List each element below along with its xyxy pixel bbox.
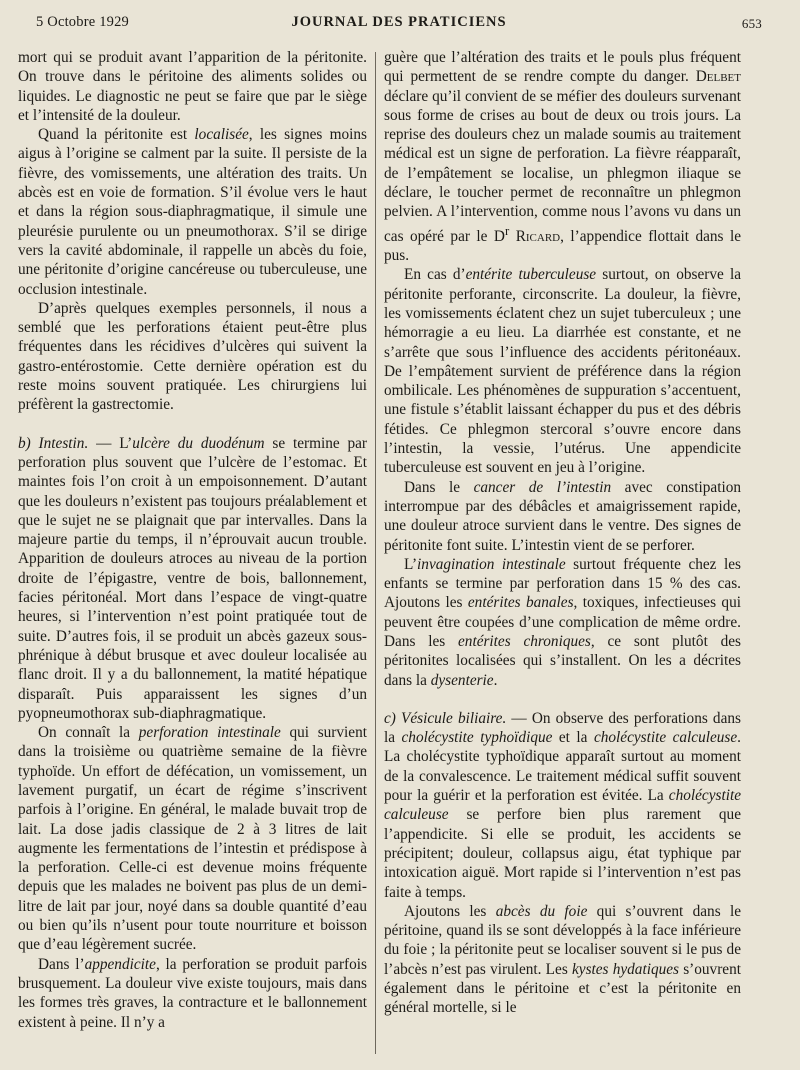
section-paragraph-intestin: b) Intestin. — L’ulcère du duodénum se termine par perforation plus souvent que l’ulcère de l’estomac. Et maintes fois l’on croit à un empoisonnement. D’autant que les douleurs n’existent pas toujours préalablement et que le sujet ne se plaignait que par intervalles. Dans la majeure partie du temps, il n’éprouvait aucun trouble. Apparition de douleurs atroces au niveau de la portion droite de l’épigastre, ventre de bois, ballonnement, facies péritonéal. Mort dans l’espace de vingt-quatre heures, si l’intervention n’est point pratiquée tout de suite. D’autres fois, il se produit un abcès gazeux sous-phrénique à début brusque et avec douleur localisée au flanc droit. Il y a du ballonnement, la matité hépatique disparaît. Puis apparaissent les signes d’un pyopneumothorax sub-diaphragmatique.	[18, 434, 367, 722]
paragraph: L’invagination intestinale surtout fréquente chez les enfants se termine par perforation dans 15 % des cas. Ajoutons les entérites banales, toxiques, infectieuses qui peuvent être coupées d’une complication de même ordre. Dans les entérites chroniques, ce sont plutôt des péritonites localisées qui s’installent. On les a décrites dans la dysenterie.	[384, 555, 741, 689]
left-column	[18, 48, 367, 1060]
paragraph: Ajoutons les abcès du foie qui s’ouvrent dans le péritoine, quand ils se sont développés à la face inférieure du foie ; la péritonite peut se localiser souvent si le pus de l’abcès n’est pas virulent. Les kystes hydatiques s’ouvrent également dans le péritoine et c’est la péritonite en général mortelle, si le	[384, 902, 741, 1017]
right-column	[384, 48, 741, 1060]
header-date: 5 Octobre 1929	[36, 14, 130, 30]
page-number: 653	[741, 16, 762, 31]
column-divider	[375, 52, 376, 1054]
section-heading: c) Vésicule biliaire.	[384, 709, 507, 727]
paragraph: guère que l’altération des traits et le pouls plus fréquent qui permettent de se rendre compte du danger. Delbet déclare qu’il convient de se méfier des douleurs survenant sous forme de crises au bout de deux ou trois jours. La reprise des douleurs chez un malade soumis au traitement médical est un signe de perforation. La fièvre réapparaît, de l’empâtement se localise, un phlegmon iliaque se déclare, le toucher permet de reconnaître un phlegmon pelvien. A l’intervention, comme nous l’avons vu dans un cas opéré par le $D^r$ Ricard, l’appendice flottait dans le pus.	[384, 49, 741, 265]
paragraph: Dans le cancer de l’intestin avec constipation interrompue par des débâcles et amaigrissement rapide, une douleur atroce survient dans le ventre. Des signes de péritonite font suite. L’intestin vient de se perforer.	[384, 478, 741, 554]
section-paragraph-vesicule: c) Vésicule biliaire. — On observe des perforations dans la cholécystite typhoïdique et la cholécystite calculeuse. La cholécystite typhoïdique apparaît surtout au moment de la convalescence. Le traitement médical suffit souvent pour la guérir et la perforation est évitée. La cholécystite calculeuse se perfore bien plus rarement que l’appendicite. Si elle se produit, les accidents se précipitent; douleur, collapsus aigu, état typhique par intoxication aiguë. Mort rapide si l’intervention n’est pas faite à temps.	[384, 709, 741, 901]
paragraph: Dans l’appendicite, la perforation se produit parfois brusquement. La douleur vive existe toujours, mais dans les formes très graves, la contracture et le ballonnement existent à peine. Il n’y a	[18, 955, 367, 1031]
paragraph: Quand la péritonite est localisée, les signes moins aigus à l’origine se calment par la suite. Il persiste de la fièvre, des vomissements, une altération des traits. Un abcès est en voie de formation. S’il évolue vers le haut et dans la région sous-diaphragmatique, il simule une pleurésie purulente ou un pneumothorax. S’il se dirige vers la cavité abdominale, il rappelle un abcès du foie, une péritonite d’origine cancéreuse ou tuberculeuse, une occlusion intestinale.	[18, 126, 367, 298]
journal-title: JOURNAL DES PRATICIENS	[291, 14, 507, 30]
section-heading: b) Intestin.	[18, 434, 89, 452]
paragraph: D’après quelques exemples personnels, il nous a semblé que les perforations étaient peut-être plus fréquentes dans les récidives d’ulcères qui suivent la gastro-entérostomie. Cette dernière opération est du reste moins souvent pratiquée. Les chirurgiens lui préfèrent la gastrectomie.	[18, 299, 367, 414]
paragraph: On connaît la perforation intestinale qui survient dans la troisième ou quatrième semaine de la fièvre typhoïde. Un effort de défécation, un vomissement, un lavement purgatif, un écart de régime s’inscrivent parfois à l’origine. En général, le malade buvait trop de lait. La dose jadis classique de 2 à 3 litres de lait augmente les fermentations de l’intestin et prédispose à la perforation. Celle-ci est devenue moins fréquente depuis que les malades ne boivent pas plus de un demi-litre de lait par jour, noyé dans sa double quantité d’eau ou bien qu’ils n’usent pour toute nourriture et boisson que d’eau légèrement sucrée.	[18, 724, 367, 954]
paragraph: mort qui se produit avant l’apparition de la péritonite. On trouve dans le péritoine des aliments solides ou liquides. Le diagnostic ne peut se faire que par le siège et l’intensité de la douleur.	[18, 49, 367, 124]
running-header	[36, 14, 762, 36]
paragraph: En cas d’entérite tuberculeuse surtout, on observe la péritonite perforante, circonscrite. La douleur, la fièvre, les vomissements éclatent chez un sujet tuberculeux ; une hémorragie a eu lieu. La diarrhée est constante, et ne s’arrête que sous l’influence des accidents péritonéaux. De l’empâtement survient de préférence dans la région ombilicale. Les phénomènes de suppuration s’accentuent, une fistule s’établit laissant échapper du pus et des débris fétides. Ce phlegmon stercoral s’ouvre encore dans l’intestin, la vessie, l’utérus. Une appendicite tuberculeuse est souvent en jeu à l’origine.	[384, 266, 741, 477]
